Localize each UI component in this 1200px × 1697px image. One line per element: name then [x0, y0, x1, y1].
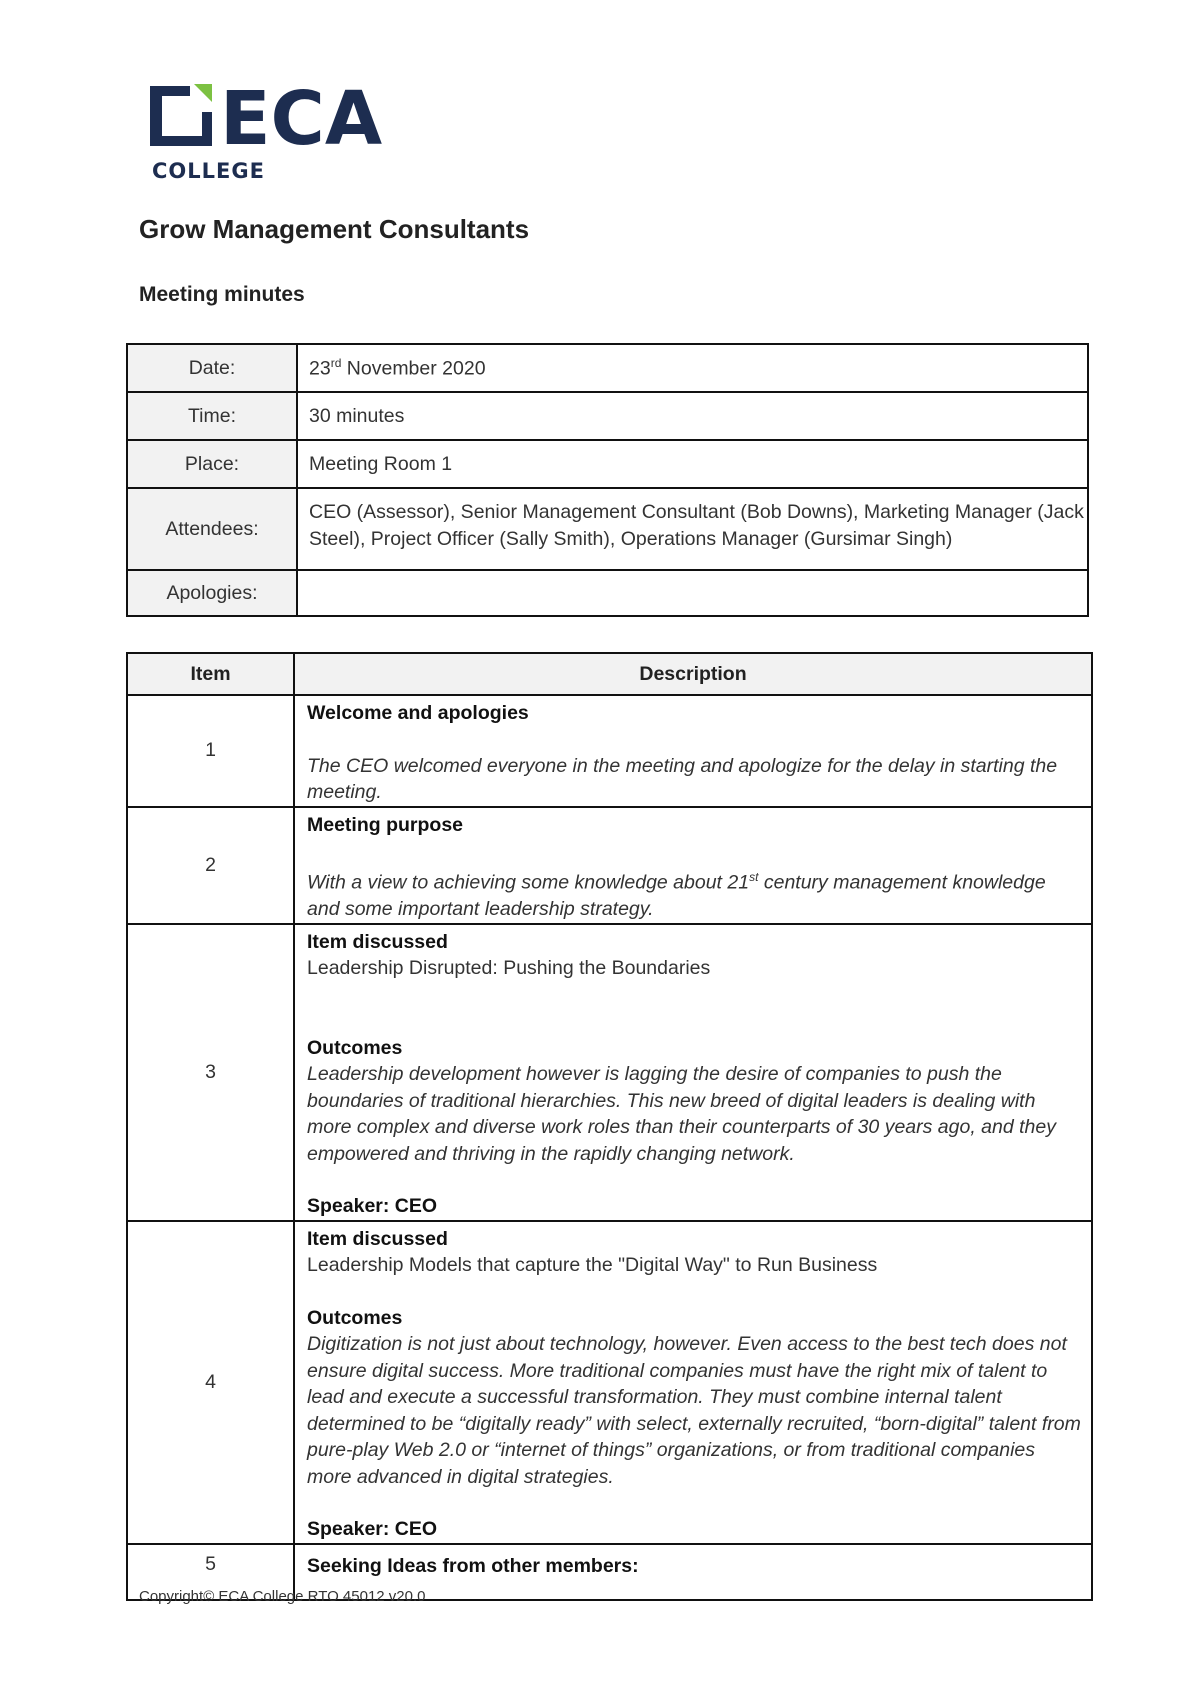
item-heading: Item discussed: [307, 930, 448, 953]
apologies-row: [127, 570, 1088, 616]
time-value: 30 minutes: [297, 392, 1088, 440]
outcomes-label: Outcomes: [307, 1306, 403, 1329]
item-text-pre: With a view to achieving some knowledge about 21: [307, 871, 750, 894]
item-number: 2: [127, 807, 294, 924]
item-text: [307, 864, 1081, 923]
item-description: [294, 924, 1092, 1221]
date-suffix: rd: [330, 355, 342, 370]
logo-graphic: [150, 82, 420, 182]
date-value: [297, 344, 1088, 392]
description-column-header: Description: [294, 653, 1092, 695]
item-topic: Leadership Disrupted: Pushing the Boundaries: [307, 957, 711, 979]
outcomes-label: Outcomes: [307, 1036, 403, 1059]
item-description: [294, 1221, 1092, 1544]
item-heading: Meeting purpose: [307, 813, 464, 836]
outcomes-text: Leadership development however is lagging the desire of companies to push the boundaries of traditional hierarchies. This new breed of digital leaders is dealing with more complex and diverse work roles than their counterparts of 30 years ago, and they empowered and thriving in the rapidly changing network.: [307, 1063, 1056, 1165]
copyright-footer: Copyright© ECA College RTO 45012 v20.0: [139, 1588, 426, 1605]
table-row: [127, 1221, 1092, 1544]
item-description: [294, 695, 1092, 807]
attendees-label: Attendees:: [127, 488, 297, 570]
attendees-row: [127, 488, 1088, 570]
meeting-info-table: [126, 343, 1089, 617]
item-heading: Item discussed: [307, 1227, 448, 1250]
company-name: Grow Management Consultants: [139, 214, 530, 244]
table-header-row: [127, 653, 1092, 695]
place-value: Meeting Room 1: [297, 440, 1088, 488]
speaker-label: Speaker: CEO: [307, 1195, 438, 1217]
date-rest: November 2020: [341, 357, 486, 380]
logo-text: ECA: [220, 82, 383, 162]
eca-college-logo: [150, 82, 420, 182]
item-description: [294, 807, 1092, 924]
item-text: The CEO welcomed everyone in the meeting and apologize for the delay in starting the meeting.: [307, 754, 1058, 803]
outcomes-text: Digitization is not just about technology, however. Even access to the best tech does not ensure digital success. More traditional companies must have the right mix of talent to lead and execute a successful transformation. They must combine internal talent determined to be “digitally ready” with select, externally recruited, “born-digital” talent from pure-play Web 2.0 or “internet of things” organizations, or from traditional companies more advanced in digital strategies.: [307, 1333, 1081, 1488]
date-label: Date:: [127, 344, 297, 392]
logo-subtext: COLLEGE: [152, 159, 265, 182]
item-number: 5: [127, 1544, 294, 1600]
item-number: 4: [127, 1221, 294, 1544]
date-row: [127, 344, 1088, 392]
item-heading: Welcome and apologies: [307, 702, 529, 724]
agenda-items-table: [126, 652, 1093, 1601]
table-row: [127, 807, 1092, 924]
table-row: [127, 924, 1092, 1221]
item-column-header: Item: [127, 653, 294, 695]
apologies-value: [297, 570, 1088, 616]
apologies-label: Apologies:: [127, 570, 297, 616]
item-text-sup: st: [749, 870, 759, 884]
time-row: [127, 392, 1088, 440]
attendees-value: CEO (Assessor), Senior Management Consultant (Bob Downs), Marketing Manager (Jack Steel), Project Officer (Sally Smith), Operations Manager (Gursimar Singh): [297, 488, 1088, 570]
date-day: 23: [309, 357, 331, 380]
place-row: [127, 440, 1088, 488]
item-number: 1: [127, 695, 294, 807]
document-subtitle: Meeting minutes: [139, 283, 305, 306]
item-text-post: century management knowledge and some important leadership strategy.: [307, 871, 1046, 920]
item-heading: Seeking Ideas from other members:: [307, 1554, 639, 1577]
place-label: Place:: [127, 440, 297, 488]
time-label: Time:: [127, 392, 297, 440]
speaker-label: Speaker: CEO: [307, 1518, 438, 1540]
item-topic: Leadership Models that capture the "Digital Way" to Run Business: [307, 1254, 878, 1276]
item-number: 3: [127, 924, 294, 1221]
table-row: [127, 695, 1092, 807]
